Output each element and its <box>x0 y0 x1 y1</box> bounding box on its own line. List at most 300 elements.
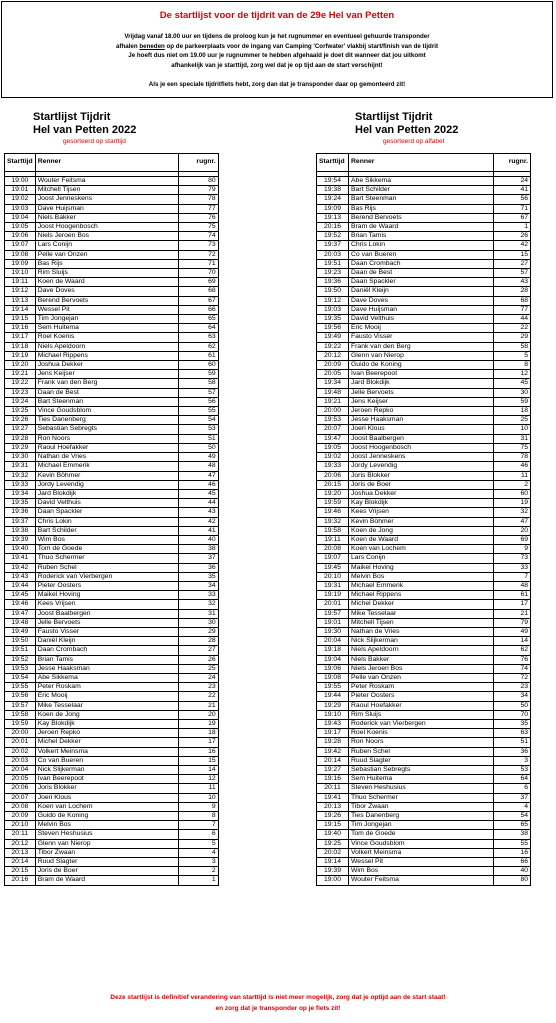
rider-name-cell: Bram de Waard <box>349 223 494 232</box>
rider-name-cell: Daan Crombach <box>35 646 178 655</box>
table-row <box>317 572 531 581</box>
table-row <box>5 848 219 857</box>
rider-name-cell: Koen de Jong <box>35 710 178 719</box>
table-row <box>317 701 531 710</box>
rider-name-cell: Joeri Klous <box>35 793 178 802</box>
bib-number-cell: 67 <box>494 213 531 222</box>
table-row <box>5 637 219 646</box>
table-row <box>317 563 531 572</box>
rider-name-cell: Maikel Hoving <box>349 563 494 572</box>
rider-name-cell: Niels Jeroen Bos <box>349 664 494 673</box>
bib-number-cell: 31 <box>178 609 218 618</box>
rider-name-cell: Chris Lokin <box>35 517 178 526</box>
start-time-cell: 19:50 <box>5 637 36 646</box>
rider-name-cell: Ivan Beerepoot <box>35 775 178 784</box>
bib-number-cell: 77 <box>178 204 218 213</box>
rider-name-cell: Kevin Böhmer <box>349 517 494 526</box>
bib-number-cell: 17 <box>178 738 218 747</box>
rider-name-cell: Michael Emmerik <box>35 462 178 471</box>
notice-line-2-pre: afhalen <box>115 43 140 50</box>
table-row <box>5 858 219 867</box>
right-header-name: Renner <box>349 154 494 172</box>
start-time-cell: 19:47 <box>317 434 349 443</box>
bib-number-cell: 20 <box>178 710 218 719</box>
bib-number-cell: 64 <box>494 775 531 784</box>
bib-number-cell: 53 <box>178 425 218 434</box>
table-row <box>317 416 531 425</box>
notice-line-2-post: op de parkeerplaats voor de ingang van Camping 'Corfwater' vlakbij start/finish van de tijdrit <box>164 43 439 50</box>
bib-number-cell: 25 <box>178 664 218 673</box>
rider-name-cell: Nathan de Vries <box>35 453 178 462</box>
table-row <box>317 361 531 370</box>
start-time-cell: 19:06 <box>5 232 36 241</box>
bib-number-cell: 45 <box>178 489 218 498</box>
bib-number-cell: 22 <box>494 324 531 333</box>
start-time-cell: 19:22 <box>5 379 36 388</box>
start-time-cell: 19:39 <box>5 535 36 544</box>
bib-number-cell: 80 <box>494 876 531 885</box>
bib-number-cell: 7 <box>494 572 531 581</box>
rider-name-cell: Bart Steenman <box>349 195 494 204</box>
bib-number-cell: 55 <box>178 407 218 416</box>
table-row <box>5 407 219 416</box>
table-row <box>5 766 219 775</box>
table-row <box>5 397 219 406</box>
bib-number-cell: 5 <box>494 351 531 360</box>
bib-number-cell: 16 <box>178 747 218 756</box>
rider-name-cell: Roderick van Vierbergen <box>349 719 494 728</box>
rider-name-cell: Ties Danenberg <box>35 416 178 425</box>
table-row <box>317 812 531 821</box>
start-time-cell: 19:22 <box>317 342 349 351</box>
bib-number-cell: 7 <box>178 821 218 830</box>
bib-number-cell: 27 <box>178 646 218 655</box>
table-row <box>5 756 219 765</box>
start-time-cell: 19:37 <box>317 241 349 250</box>
rider-name-cell: Mitchell Tijsen <box>35 186 178 195</box>
table-row <box>317 646 531 655</box>
start-time-cell: 19:01 <box>317 618 349 627</box>
start-time-cell: 20:14 <box>317 756 349 765</box>
bib-number-cell: 37 <box>494 793 531 802</box>
start-time-cell: 20:07 <box>317 425 349 434</box>
bib-number-cell: 38 <box>494 830 531 839</box>
table-row <box>317 407 531 416</box>
table-row <box>317 397 531 406</box>
bib-number-cell: 47 <box>494 517 531 526</box>
left-header-time: Starttijd <box>5 154 36 172</box>
bib-number-cell: 30 <box>178 618 218 627</box>
rider-name-cell: Peter Roskam <box>35 683 178 692</box>
start-time-cell: 19:25 <box>5 407 36 416</box>
rider-name-cell: Volkert Meinsma <box>349 848 494 857</box>
table-row <box>5 591 219 600</box>
rider-name-cell: Daniël Kleijn <box>349 287 494 296</box>
bib-number-cell: 56 <box>178 397 218 406</box>
table-row <box>5 361 219 370</box>
bib-number-cell: 78 <box>178 195 218 204</box>
rider-name-cell: Joost Hoogenbosch <box>35 223 178 232</box>
table-row <box>317 278 531 287</box>
start-time-cell: 19:34 <box>5 489 36 498</box>
bib-number-cell: 35 <box>494 719 531 728</box>
rider-name-cell: Tom de Goede <box>35 545 178 554</box>
table-row <box>5 315 219 324</box>
rider-name-cell: Jordy Levendig <box>349 462 494 471</box>
rider-name-cell: Thuo Schermer <box>35 554 178 563</box>
bib-number-cell: 22 <box>178 692 218 701</box>
right-title-line-1: Startlijst Tijdrit <box>355 111 433 123</box>
bib-number-cell: 55 <box>494 839 531 848</box>
start-time-cell: 19:10 <box>5 269 36 278</box>
rider-name-cell: Abe Sikkema <box>349 177 494 186</box>
bib-number-cell: 51 <box>178 434 218 443</box>
rider-name-cell: Koen van Lochem <box>349 545 494 554</box>
start-time-cell: 20:10 <box>317 572 349 581</box>
start-time-cell: 19:08 <box>5 250 36 259</box>
right-title-line-2: Hel van Petten 2022 <box>355 124 459 136</box>
bib-number-cell: 79 <box>178 186 218 195</box>
rider-name-cell: Tim Jongejan <box>35 315 178 324</box>
bib-number-cell: 12 <box>178 775 218 784</box>
table-row <box>317 241 531 250</box>
rider-name-cell: Wessel Pit <box>349 858 494 867</box>
table-row <box>317 719 531 728</box>
bib-number-cell: 74 <box>494 664 531 673</box>
rider-name-cell: Jens Keijser <box>349 397 494 406</box>
rider-name-cell: Daan Crombach <box>349 259 494 268</box>
table-row <box>5 305 219 314</box>
table-row <box>5 269 219 278</box>
table-row <box>5 434 219 443</box>
rider-name-cell: David Velthuis <box>35 499 178 508</box>
start-time-cell: 19:04 <box>317 655 349 664</box>
table-row <box>317 830 531 839</box>
rider-name-cell: Roel Koenis <box>349 729 494 738</box>
start-time-cell: 19:19 <box>317 591 349 600</box>
table-row <box>317 766 531 775</box>
bib-number-cell: 32 <box>494 508 531 517</box>
start-time-cell: 19:08 <box>317 673 349 682</box>
table-row <box>317 618 531 627</box>
rider-name-cell: Michel Dekker <box>35 738 178 747</box>
bib-number-cell: 77 <box>494 305 531 314</box>
bib-number-cell: 44 <box>494 315 531 324</box>
table-row <box>5 664 219 673</box>
bib-number-cell: 61 <box>494 591 531 600</box>
start-time-cell: 19:13 <box>5 296 36 305</box>
start-time-cell: 19:16 <box>5 324 36 333</box>
table-row <box>5 379 219 388</box>
start-time-cell: 20:16 <box>5 876 36 885</box>
table-row <box>317 324 531 333</box>
table-row <box>317 462 531 471</box>
rider-name-cell: Koen de Waard <box>349 535 494 544</box>
start-time-cell: 19:03 <box>5 204 36 213</box>
rider-name-cell: Wouter Feitsma <box>35 177 178 186</box>
rider-name-cell: Jesse Haaksman <box>349 416 494 425</box>
rider-name-cell: Jard Blokdijk <box>35 489 178 498</box>
start-time-cell: 20:14 <box>5 858 36 867</box>
bib-number-cell: 9 <box>494 545 531 554</box>
start-time-cell: 20:09 <box>317 361 349 370</box>
rider-name-cell: Ruud Slagter <box>35 858 178 867</box>
rider-name-cell: Melvin Bos <box>349 572 494 581</box>
table-row <box>5 351 219 360</box>
table-row <box>317 269 531 278</box>
table-row <box>317 848 531 857</box>
bib-number-cell: 50 <box>178 443 218 452</box>
bib-number-cell: 41 <box>178 526 218 535</box>
rider-name-cell: Ivan Beerepoot <box>349 370 494 379</box>
table-row <box>5 683 219 692</box>
table-row <box>5 287 219 296</box>
table-row <box>317 535 531 544</box>
left-header-number: rugnr. <box>178 154 218 172</box>
start-time-cell: 19:28 <box>317 738 349 747</box>
footer-warning-1: Deze startlijst is definitief verandering van starttijd is niet meer mogelijk, zorg dat je optijd aan de start staat! <box>110 994 446 1001</box>
bib-number-cell: 28 <box>494 287 531 296</box>
rider-name-cell: Ruud Slagter <box>349 756 494 765</box>
start-time-cell: 19:09 <box>317 204 349 213</box>
rider-name-cell: Joshua Dekker <box>35 361 178 370</box>
start-time-cell: 19:53 <box>317 416 349 425</box>
start-time-cell: 19:35 <box>317 315 349 324</box>
table-row <box>317 683 531 692</box>
bib-number-cell: 75 <box>494 443 531 452</box>
table-row <box>317 223 531 232</box>
rider-name-cell: Roderick van Vierbergen <box>35 572 178 581</box>
start-time-cell: 19:52 <box>5 655 36 664</box>
rider-name-cell: Wouter Feitsma <box>349 876 494 885</box>
table-row <box>5 600 219 609</box>
table-row <box>317 232 531 241</box>
start-time-cell: 19:32 <box>5 471 36 480</box>
rider-name-cell: Joris de Boer <box>35 867 178 876</box>
rider-name-cell: Berend Bervoets <box>35 296 178 305</box>
rider-name-cell: Jeroen Repko <box>349 407 494 416</box>
table-row <box>317 250 531 259</box>
bib-number-cell: 4 <box>178 848 218 857</box>
bib-number-cell: 65 <box>494 821 531 830</box>
bib-number-cell: 78 <box>494 453 531 462</box>
table-row <box>317 305 531 314</box>
start-time-cell: 19:35 <box>5 499 36 508</box>
start-time-cell: 19:03 <box>317 305 349 314</box>
start-time-cell: 20:08 <box>5 802 36 811</box>
bib-number-cell: 47 <box>178 471 218 480</box>
start-time-cell: 20:00 <box>317 407 349 416</box>
rider-name-cell: Rim Sluijs <box>349 710 494 719</box>
table-row <box>317 425 531 434</box>
start-time-cell: 19:06 <box>317 664 349 673</box>
left-start-table <box>4 153 219 886</box>
bib-number-cell: 44 <box>178 499 218 508</box>
start-time-cell: 20:06 <box>317 471 349 480</box>
bib-number-cell: 6 <box>494 784 531 793</box>
start-time-cell: 20:01 <box>317 600 349 609</box>
start-time-cell: 19:02 <box>317 453 349 462</box>
rider-name-cell: Jens Keijser <box>35 370 178 379</box>
bib-number-cell: 66 <box>494 858 531 867</box>
bib-number-cell: 11 <box>178 784 218 793</box>
table-row <box>5 581 219 590</box>
bib-number-cell: 49 <box>494 627 531 636</box>
start-time-cell: 19:19 <box>5 351 36 360</box>
table-row <box>317 858 531 867</box>
start-time-cell: 19:23 <box>317 269 349 278</box>
table-row <box>5 232 219 241</box>
start-time-cell: 19:46 <box>317 508 349 517</box>
start-time-cell: 19:00 <box>317 876 349 885</box>
bib-number-cell: 36 <box>494 747 531 756</box>
start-time-cell: 20:06 <box>5 784 36 793</box>
table-row <box>5 333 219 342</box>
start-time-cell: 19:57 <box>5 701 36 710</box>
bib-number-cell: 6 <box>178 830 218 839</box>
rider-name-cell: Ties Danenberg <box>349 812 494 821</box>
bib-number-cell: 24 <box>178 673 218 682</box>
bib-number-cell: 40 <box>178 535 218 544</box>
table-row <box>5 876 219 885</box>
rider-name-cell: Bas Rijs <box>349 204 494 213</box>
table-row <box>5 812 219 821</box>
rider-name-cell: Fausto Visser <box>35 627 178 636</box>
bib-number-cell: 28 <box>178 637 218 646</box>
table-row <box>5 370 219 379</box>
start-time-cell: 19:57 <box>317 609 349 618</box>
bib-number-cell: 36 <box>178 563 218 572</box>
bib-number-cell: 43 <box>494 278 531 287</box>
bib-number-cell: 3 <box>178 858 218 867</box>
bib-number-cell: 60 <box>494 489 531 498</box>
table-row <box>317 287 531 296</box>
table-row <box>5 710 219 719</box>
bib-number-cell: 18 <box>178 729 218 738</box>
start-time-cell: 19:01 <box>5 186 36 195</box>
bib-number-cell: 73 <box>178 241 218 250</box>
table-row <box>5 324 219 333</box>
rider-name-cell: Steven Heshusius <box>349 784 494 793</box>
start-time-cell: 19:47 <box>5 609 36 618</box>
rider-name-cell: Jordy Levendig <box>35 480 178 489</box>
start-time-cell: 19:26 <box>317 812 349 821</box>
start-time-cell: 20:07 <box>5 793 36 802</box>
rider-name-cell: Bart Steenman <box>35 397 178 406</box>
start-time-cell: 20:02 <box>5 747 36 756</box>
rider-name-cell: Daniël Kleijn <box>35 637 178 646</box>
start-time-cell: 19:43 <box>5 572 36 581</box>
start-time-cell: 19:55 <box>5 683 36 692</box>
table-row <box>5 259 219 268</box>
rider-name-cell: Pelle van Onzen <box>349 673 494 682</box>
left-list-title <box>33 111 153 137</box>
bib-number-cell: 37 <box>178 554 218 563</box>
table-row <box>5 250 219 259</box>
start-time-cell: 19:20 <box>5 361 36 370</box>
start-time-cell: 20:03 <box>317 250 349 259</box>
bib-number-cell: 65 <box>178 315 218 324</box>
table-row <box>317 738 531 747</box>
rider-name-cell: Joost Jenneskens <box>35 195 178 204</box>
start-time-cell: 20:15 <box>317 480 349 489</box>
start-time-cell: 19:39 <box>317 867 349 876</box>
bib-number-cell: 16 <box>494 848 531 857</box>
table-row <box>5 471 219 480</box>
table-row <box>5 545 219 554</box>
table-row <box>317 554 531 563</box>
table-row <box>317 692 531 701</box>
table-row <box>5 609 219 618</box>
start-time-cell: 20:15 <box>5 867 36 876</box>
rider-name-cell: Ron Noors <box>349 738 494 747</box>
bib-number-cell: 4 <box>494 802 531 811</box>
table-row <box>317 784 531 793</box>
start-time-cell: 19:20 <box>317 489 349 498</box>
bib-number-cell: 29 <box>494 333 531 342</box>
right-sort-subtitle: gesorteerd op alfabet <box>383 138 445 145</box>
rider-name-cell: Jelle Bervoets <box>35 618 178 627</box>
bib-number-cell: 46 <box>178 480 218 489</box>
rider-name-cell: Dave Huijsman <box>349 305 494 314</box>
rider-name-cell: Guido de Koning <box>349 361 494 370</box>
start-time-cell: 19:30 <box>317 627 349 636</box>
start-time-cell: 19:07 <box>317 554 349 563</box>
start-time-cell: 19:48 <box>317 388 349 397</box>
start-time-cell: 19:11 <box>317 535 349 544</box>
table-row <box>5 195 219 204</box>
rider-name-cell: Melvin Bos <box>35 821 178 830</box>
start-time-cell: 19:16 <box>317 775 349 784</box>
start-time-cell: 19:21 <box>5 370 36 379</box>
start-time-cell: 20:04 <box>5 766 36 775</box>
table-row <box>317 747 531 756</box>
start-time-cell: 20:11 <box>5 830 36 839</box>
rider-name-cell: Roel Koenis <box>35 333 178 342</box>
bib-number-cell: 69 <box>494 535 531 544</box>
bib-number-cell: 58 <box>494 342 531 351</box>
start-time-cell: 19:29 <box>317 701 349 710</box>
table-row <box>5 719 219 728</box>
bib-number-cell: 64 <box>178 324 218 333</box>
bib-number-cell: 67 <box>178 296 218 305</box>
start-time-cell: 20:11 <box>317 784 349 793</box>
table-row <box>317 443 531 452</box>
start-time-cell: 19:54 <box>5 673 36 682</box>
bib-number-cell: 68 <box>178 287 218 296</box>
rider-name-cell: Sem Huitema <box>349 775 494 784</box>
table-row <box>317 434 531 443</box>
table-row <box>317 627 531 636</box>
start-time-cell: 19:45 <box>317 563 349 572</box>
rider-name-cell: Jesse Haaksman <box>35 664 178 673</box>
table-row <box>5 508 219 517</box>
rider-name-cell: Glenn van Nierop <box>349 351 494 360</box>
table-row <box>317 480 531 489</box>
rider-name-cell: Joost Jenneskens <box>349 453 494 462</box>
rider-name-cell: Joost Baalbergen <box>349 434 494 443</box>
rider-name-cell: Sebastian Sebregts <box>35 425 178 434</box>
table-row <box>5 738 219 747</box>
table-row <box>5 729 219 738</box>
bib-number-cell: 73 <box>494 554 531 563</box>
bib-number-cell: 48 <box>494 581 531 590</box>
start-time-cell: 19:07 <box>5 241 36 250</box>
rider-name-cell: Koen de Waard <box>35 278 178 287</box>
bib-number-cell: 31 <box>494 434 531 443</box>
rider-name-cell: Jard Blokdijk <box>349 379 494 388</box>
start-time-cell: 19:34 <box>317 379 349 388</box>
